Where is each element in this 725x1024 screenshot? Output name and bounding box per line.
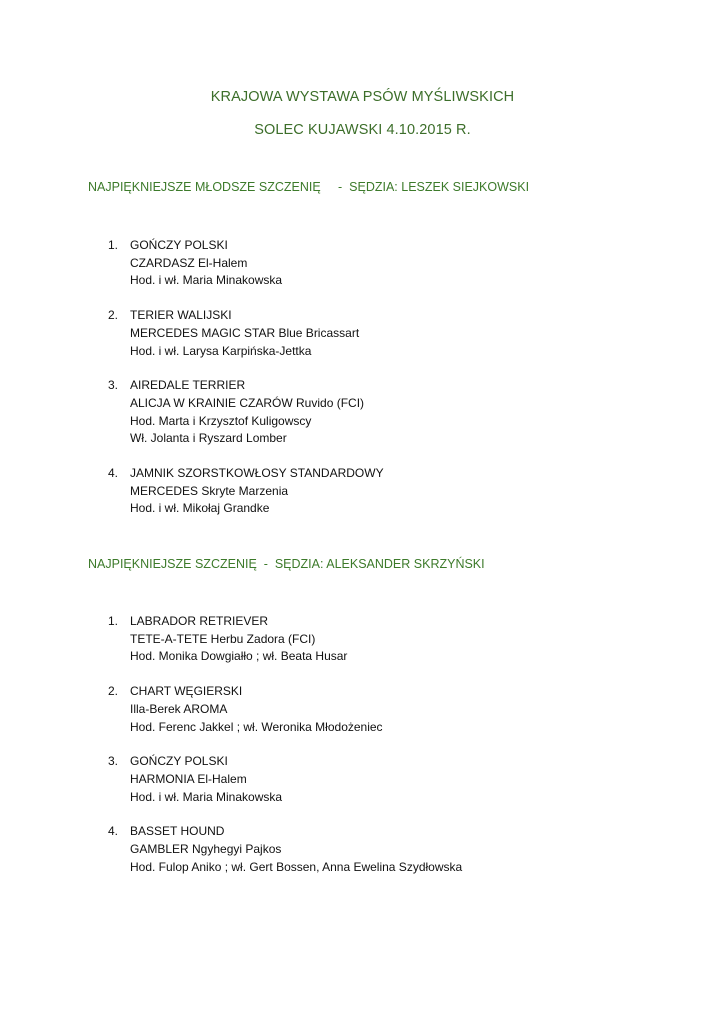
section-heading-younger-puppy: NAJPIĘKNIEJSZE MŁODSZE SZCZENIĘ - SĘDZIA: LESZEK SIEJKOWSKI bbox=[88, 180, 530, 194]
document-subtitle: SOLEC KUJAWSKI 4.10.2015 R. bbox=[254, 122, 471, 138]
breed-name: TERIER WALIJSKI bbox=[130, 308, 232, 323]
entry-number: 2. bbox=[108, 308, 119, 323]
entry-number: 2. bbox=[108, 684, 119, 699]
breed-name: GOŃCZY POLSKI bbox=[130, 238, 228, 252]
dog-name: CZARDASZ El-Halem bbox=[130, 255, 248, 270]
dog-name: MERCEDES MAGIC STAR Blue Bricassart bbox=[130, 325, 360, 340]
list-item bbox=[0, 753, 725, 806]
list-item bbox=[0, 377, 725, 448]
breed-name: BASSET HOUND bbox=[130, 824, 225, 839]
entry-number: 1. bbox=[108, 614, 119, 628]
entry-number: 4. bbox=[108, 466, 119, 481]
section-heading-puppy: NAJPIĘKNIEJSZE SZCZENIĘ - SĘDZIA: ALEKSANDER SKRZYŃSKI bbox=[88, 557, 485, 571]
dog-name: GAMBLER Ngyhegyi Pajkos bbox=[130, 842, 282, 857]
breed-name: CHART WĘGIERSKI bbox=[130, 684, 243, 699]
entry-number: 4. bbox=[108, 824, 119, 839]
dog-name: HARMONIA El-Halem bbox=[130, 771, 247, 786]
dog-name: ALICJA W KRAINIE CZARÓW Ruvido (FCI) bbox=[130, 395, 365, 410]
list-item bbox=[0, 237, 725, 290]
owner-breeder: Hod. Monika Dowgiałło ; wł. Beata Husar bbox=[130, 649, 348, 664]
breeder: Hod. Marta i Krzysztof Kuligowscy bbox=[130, 413, 312, 428]
results-list-puppy bbox=[0, 613, 725, 893]
dog-name: TETE-A-TETE Herbu Zadora (FCI) bbox=[130, 631, 316, 646]
document-title: KRAJOWA WYSTAWA PSÓW MYŚLIWSKICH bbox=[210, 89, 515, 105]
list-item bbox=[0, 307, 725, 360]
entry-number: 1. bbox=[108, 238, 119, 252]
list-item bbox=[0, 683, 725, 736]
owner-breeder: Hod. i wł. Larysa Karpińska-Jettka bbox=[130, 343, 312, 358]
dog-name: Illa-Berek AROMA bbox=[130, 701, 228, 716]
dog-name: MERCEDES Skryte Marzenia bbox=[130, 483, 289, 498]
breed-name: JAMNIK SZORSTKOWŁOSY STANDARDOWY bbox=[130, 466, 384, 481]
owner: Wł. Jolanta i Ryszard Lomber bbox=[130, 431, 287, 446]
entry-number: 3. bbox=[108, 754, 119, 769]
list-item bbox=[0, 465, 725, 518]
breed-name: AIREDALE TERRIER bbox=[130, 378, 246, 393]
results-list-younger-puppy bbox=[0, 237, 725, 535]
owner-breeder: Hod. i wł. Maria Minakowska bbox=[130, 273, 283, 288]
breed-name: GOŃCZY POLSKI bbox=[130, 754, 228, 769]
owner-breeder: Hod. i wł. Maria Minakowska bbox=[130, 789, 283, 804]
list-item bbox=[0, 613, 725, 666]
owner-breeder: Hod. Ferenc Jakkel ; wł. Weronika Młodożeniec bbox=[130, 719, 383, 734]
list-item bbox=[0, 823, 725, 876]
owner-breeder: Hod. Fulop Aniko ; wł. Gert Bossen, Anna Ewelina Szydłowska bbox=[130, 859, 463, 874]
breed-name: LABRADOR RETRIEVER bbox=[130, 614, 269, 628]
entry-number: 3. bbox=[108, 378, 119, 393]
owner-breeder: Hod. i wł. Mikołaj Grandke bbox=[130, 501, 270, 516]
